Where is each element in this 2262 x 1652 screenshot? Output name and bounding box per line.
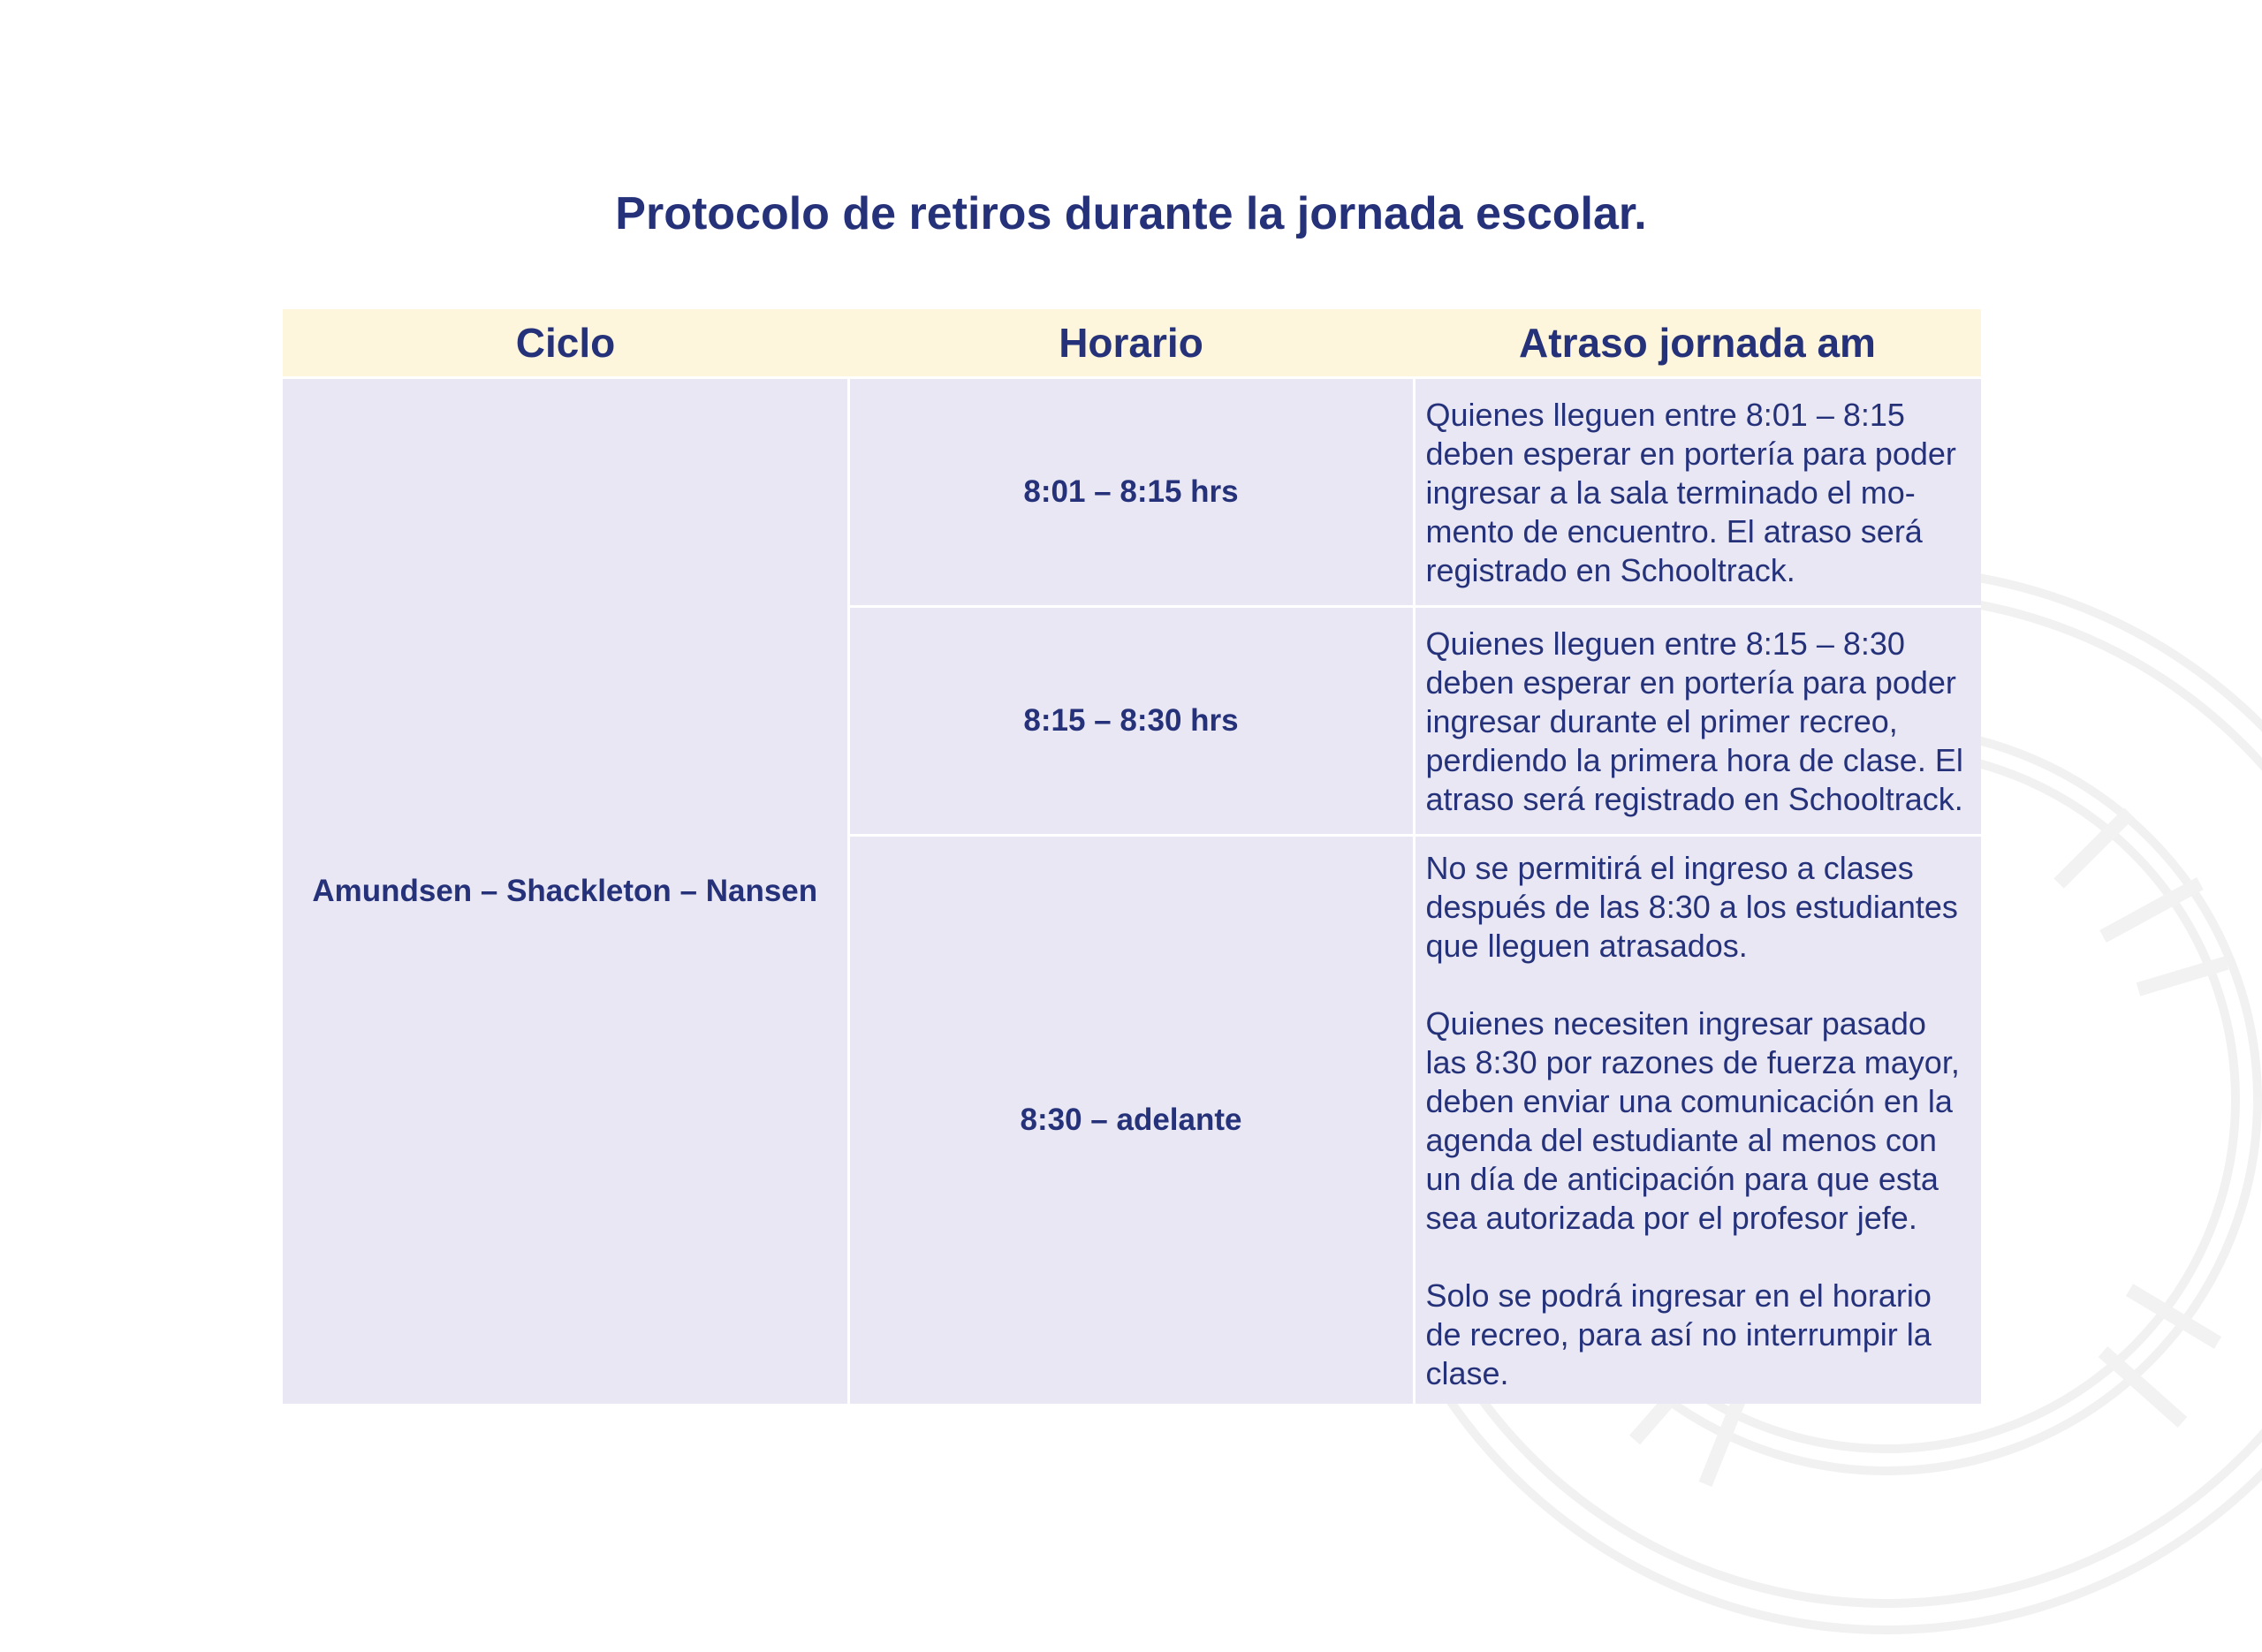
description-paragraph: Solo se podrá ingresar en el horario de recreo, para así no interrumpir la clase.	[1425, 1277, 1932, 1391]
protocol-table-container	[283, 309, 1981, 1404]
horario-cell: 8:15 – 8:30 hrs	[848, 607, 1414, 836]
description-paragraph: Quienes necesiten ingresar pasado las 8:30 por razones de fuerza mayor, deben enviar una comunicación en la agenda del estudiante al menos con un día de anticipación para que esta sea autorizada por el profesor jefe.	[1425, 1005, 1960, 1236]
atraso-description-cell	[1414, 836, 1981, 1405]
protocol-table	[283, 309, 1981, 1404]
cycle-cell: Amundsen – Shackleton – Nansen	[283, 378, 848, 1405]
column-header-horario: Horario	[848, 309, 1414, 378]
table-header-row	[283, 309, 1981, 378]
atraso-description-cell	[1414, 607, 1981, 836]
description-paragraph: Quienes lleguen entre 8:01 – 8:15 deben esperar en portería para poder ingresar a la sala terminado el mo-mento de encuentro. El atraso será registrado en Schooltrack.	[1425, 397, 1956, 588]
atraso-description-cell	[1414, 378, 1981, 607]
table-row	[283, 378, 1981, 607]
description-paragraph: Quienes lleguen entre 8:15 – 8:30 deben esperar en portería para poder ingresar durante el primer recreo, perdiendo la primera hora de clase. El atraso será registrado en Schooltrack.	[1425, 625, 1963, 817]
horario-cell: 8:01 – 8:15 hrs	[848, 378, 1414, 607]
column-header-ciclo: Ciclo	[283, 309, 848, 378]
description-paragraph: No se permitirá el ingreso a clases después de las 8:30 a los estudiantes que lleguen atrasados.	[1425, 850, 1958, 964]
column-header-atraso: Atraso jornada am	[1414, 309, 1981, 378]
horario-cell: 8:30 – adelante	[848, 836, 1414, 1405]
page-title: Protocolo de retiros durante la jornada escolar.	[615, 188, 1647, 239]
